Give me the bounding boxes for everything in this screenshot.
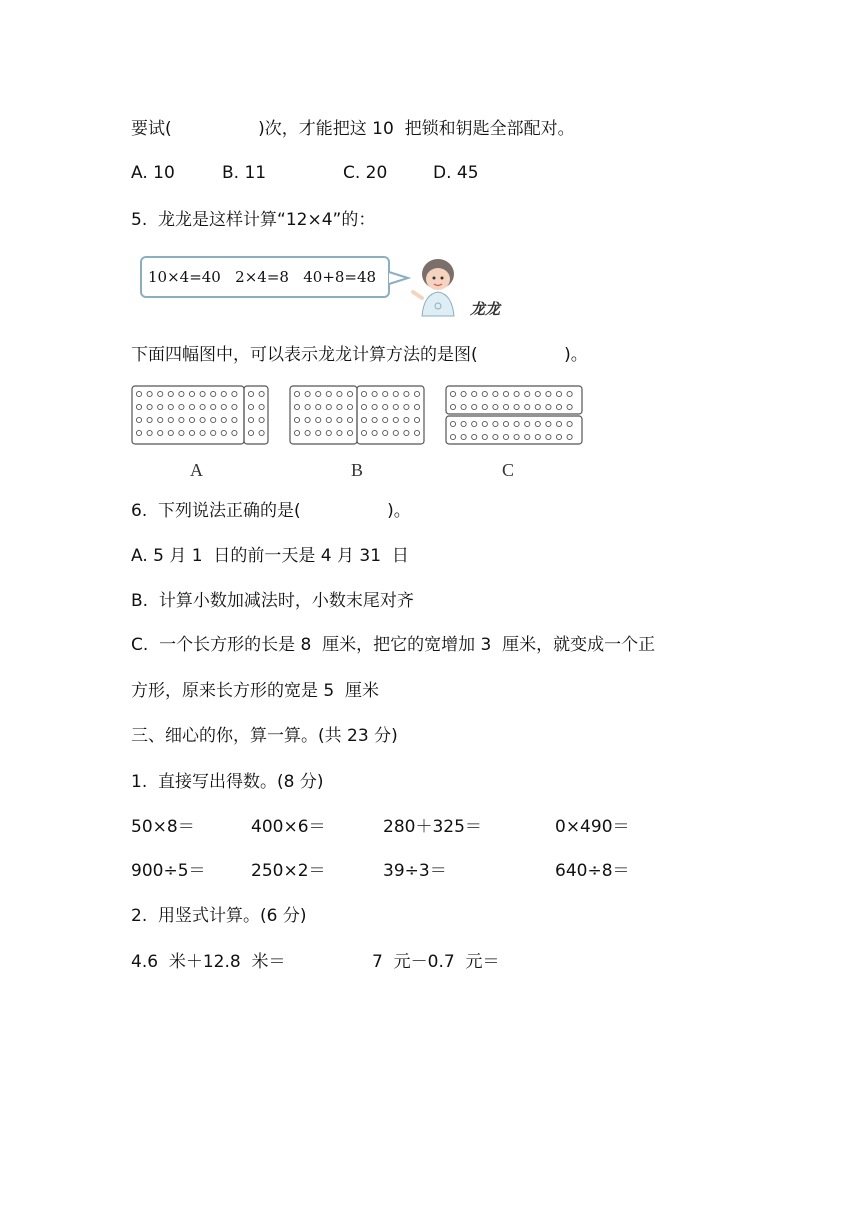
section3-part1-title: 1. 直接写出得数。(8 分) (131, 772, 324, 792)
speech-bubble (140, 256, 390, 298)
q6-option-a: A. 5 月 1 日的前一天是 4 月 31 日 (131, 546, 409, 566)
section3-part2-title: 2. 用竖式计算。(6 分) (131, 906, 307, 926)
calc-item: 39÷3＝ (383, 861, 447, 881)
figure-label-c: C (502, 460, 515, 480)
q6-stem: 6. 下列说法正确的是( )。 (131, 501, 411, 521)
figure-b (290, 386, 424, 444)
speech-bubble-text: 10×4=40 2×4=8 40+8=48 (148, 268, 377, 286)
q6-option-b: B. 计算小数加减法时，小数末尾对齐 (131, 591, 414, 611)
calc-item: 640÷8＝ (555, 861, 630, 881)
q4-text: 要试( )次，才能把这 10 把锁和钥匙全部配对。 (131, 119, 575, 139)
q4-option-c: C. 20 (343, 163, 388, 183)
section3-title: 三、细心的你，算一算。(共 23 分) (131, 726, 398, 746)
figure-a (132, 386, 268, 444)
vertical-calc-item: 4.6 米＋12.8 米＝ (131, 952, 286, 972)
calc-item: 280＋325＝ (383, 817, 482, 837)
calc-item: 0×490＝ (555, 817, 630, 837)
calc-item: 50×8＝ (131, 817, 195, 837)
q5-stem: 5. 龙龙是这样计算“12×4”的： (131, 210, 376, 230)
q4-option-a: A. 10 (131, 163, 175, 183)
calc-item: 900÷5＝ (131, 861, 206, 881)
q5-question: 下面四幅图中，可以表示龙龙计算方法的是图( )。 (131, 345, 588, 365)
q6-option-c-line1: C. 一个长方形的长是 8 厘米，把它的宽增加 3 厘米，就变成一个正 (131, 635, 656, 655)
figure-c (446, 386, 582, 444)
q6-option-c-line2: 方形，原来长方形的宽是 5 厘米 (131, 681, 380, 701)
figure-label-b: B (351, 460, 364, 480)
kid-avatar-icon (410, 252, 465, 322)
q4-option-b: B. 11 (222, 163, 267, 183)
vertical-calc-item: 7 元－0.7 元＝ (372, 952, 500, 972)
q4-option-d: D. 45 (433, 163, 479, 183)
dot-array-figures (130, 385, 590, 449)
calc-item: 250×2＝ (251, 861, 326, 881)
figure-label-a: A (190, 460, 203, 480)
calc-item: 400×6＝ (251, 817, 326, 837)
speaker-name: 龙龙 (470, 300, 501, 318)
